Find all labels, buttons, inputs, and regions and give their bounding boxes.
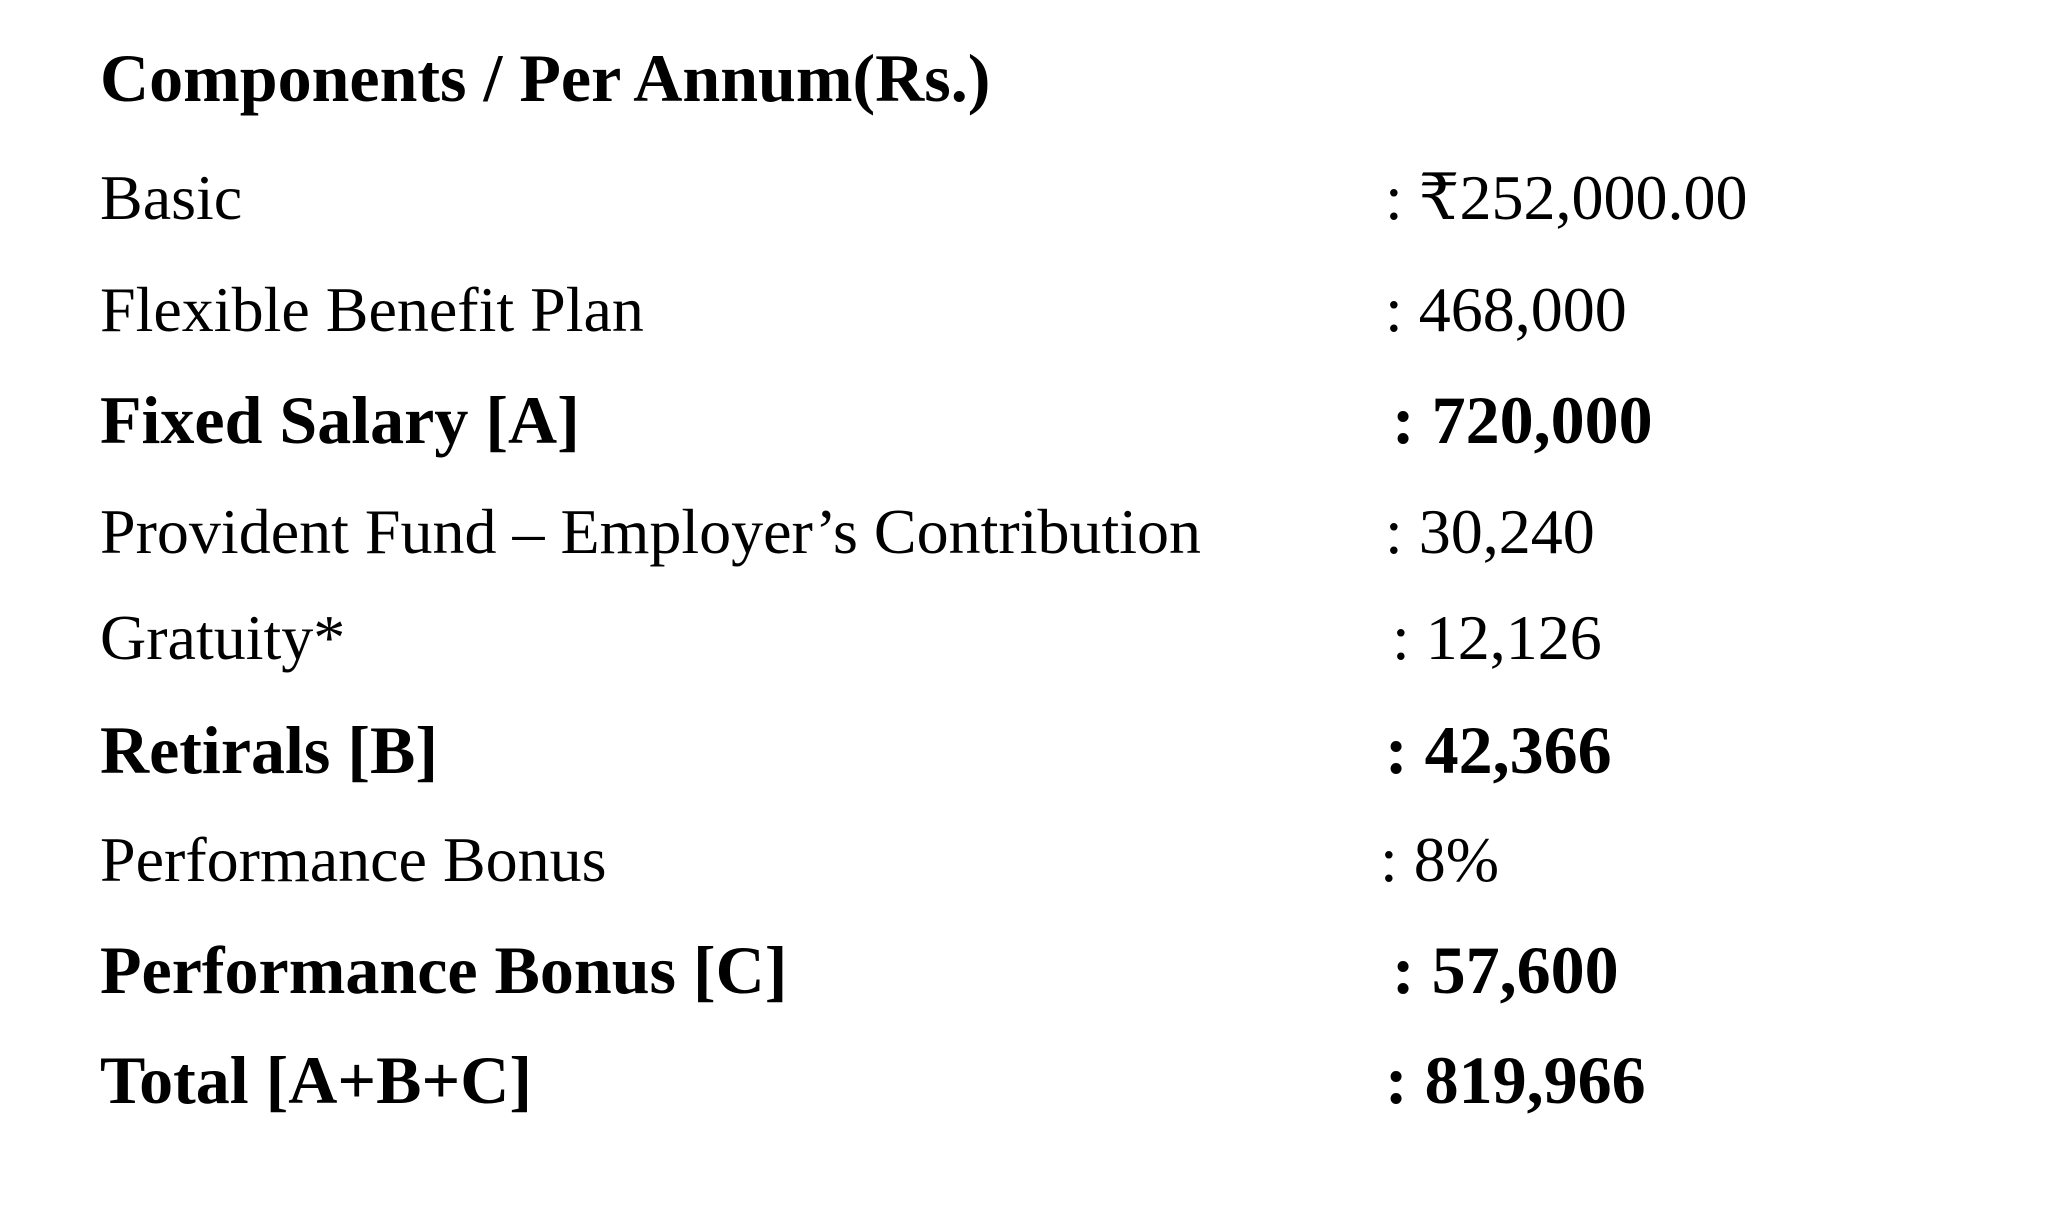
components-heading: Components / Per Annum(Rs.) xyxy=(100,40,991,116)
row-label: Gratuity* xyxy=(100,602,346,673)
row-value: : 42,366 xyxy=(1385,712,1612,788)
row-label: Basic xyxy=(100,162,243,233)
row-performance-bonus xyxy=(0,930,2048,1010)
row-label: Fixed Salary [A] xyxy=(100,382,580,458)
row-value: : 468,000 xyxy=(1385,274,1627,345)
row-retirals xyxy=(0,710,2048,790)
row-value: : 57,600 xyxy=(1392,932,1619,1008)
row-value: : 30,240 xyxy=(1385,496,1595,567)
row-label: Performance Bonus [C] xyxy=(100,932,788,1008)
row-fixed-salary xyxy=(0,380,2048,460)
row-label: Provident Fund – Employer’s Contribution xyxy=(100,496,1202,567)
row-value: : 819,966 xyxy=(1385,1042,1646,1118)
row-label: Performance Bonus xyxy=(100,824,607,895)
row-value: : 720,000 xyxy=(1392,382,1653,458)
row-gratuity xyxy=(0,598,2048,678)
row-total xyxy=(0,1040,2048,1120)
row-value: : ₹252,000.00 xyxy=(1385,162,1748,233)
row-label: Total [A+B+C] xyxy=(100,1042,533,1118)
row-basic xyxy=(0,158,2048,238)
row-value: : 12,126 xyxy=(1392,602,1602,673)
row-value: : 8% xyxy=(1380,824,1500,895)
row-label: Retirals [B] xyxy=(100,712,439,788)
row-label: Flexible Benefit Plan xyxy=(100,274,644,345)
row-flexible-benefit-plan xyxy=(0,270,2048,350)
row-provident-fund xyxy=(0,492,2048,572)
row-performance-bonus-percent xyxy=(0,820,2048,900)
